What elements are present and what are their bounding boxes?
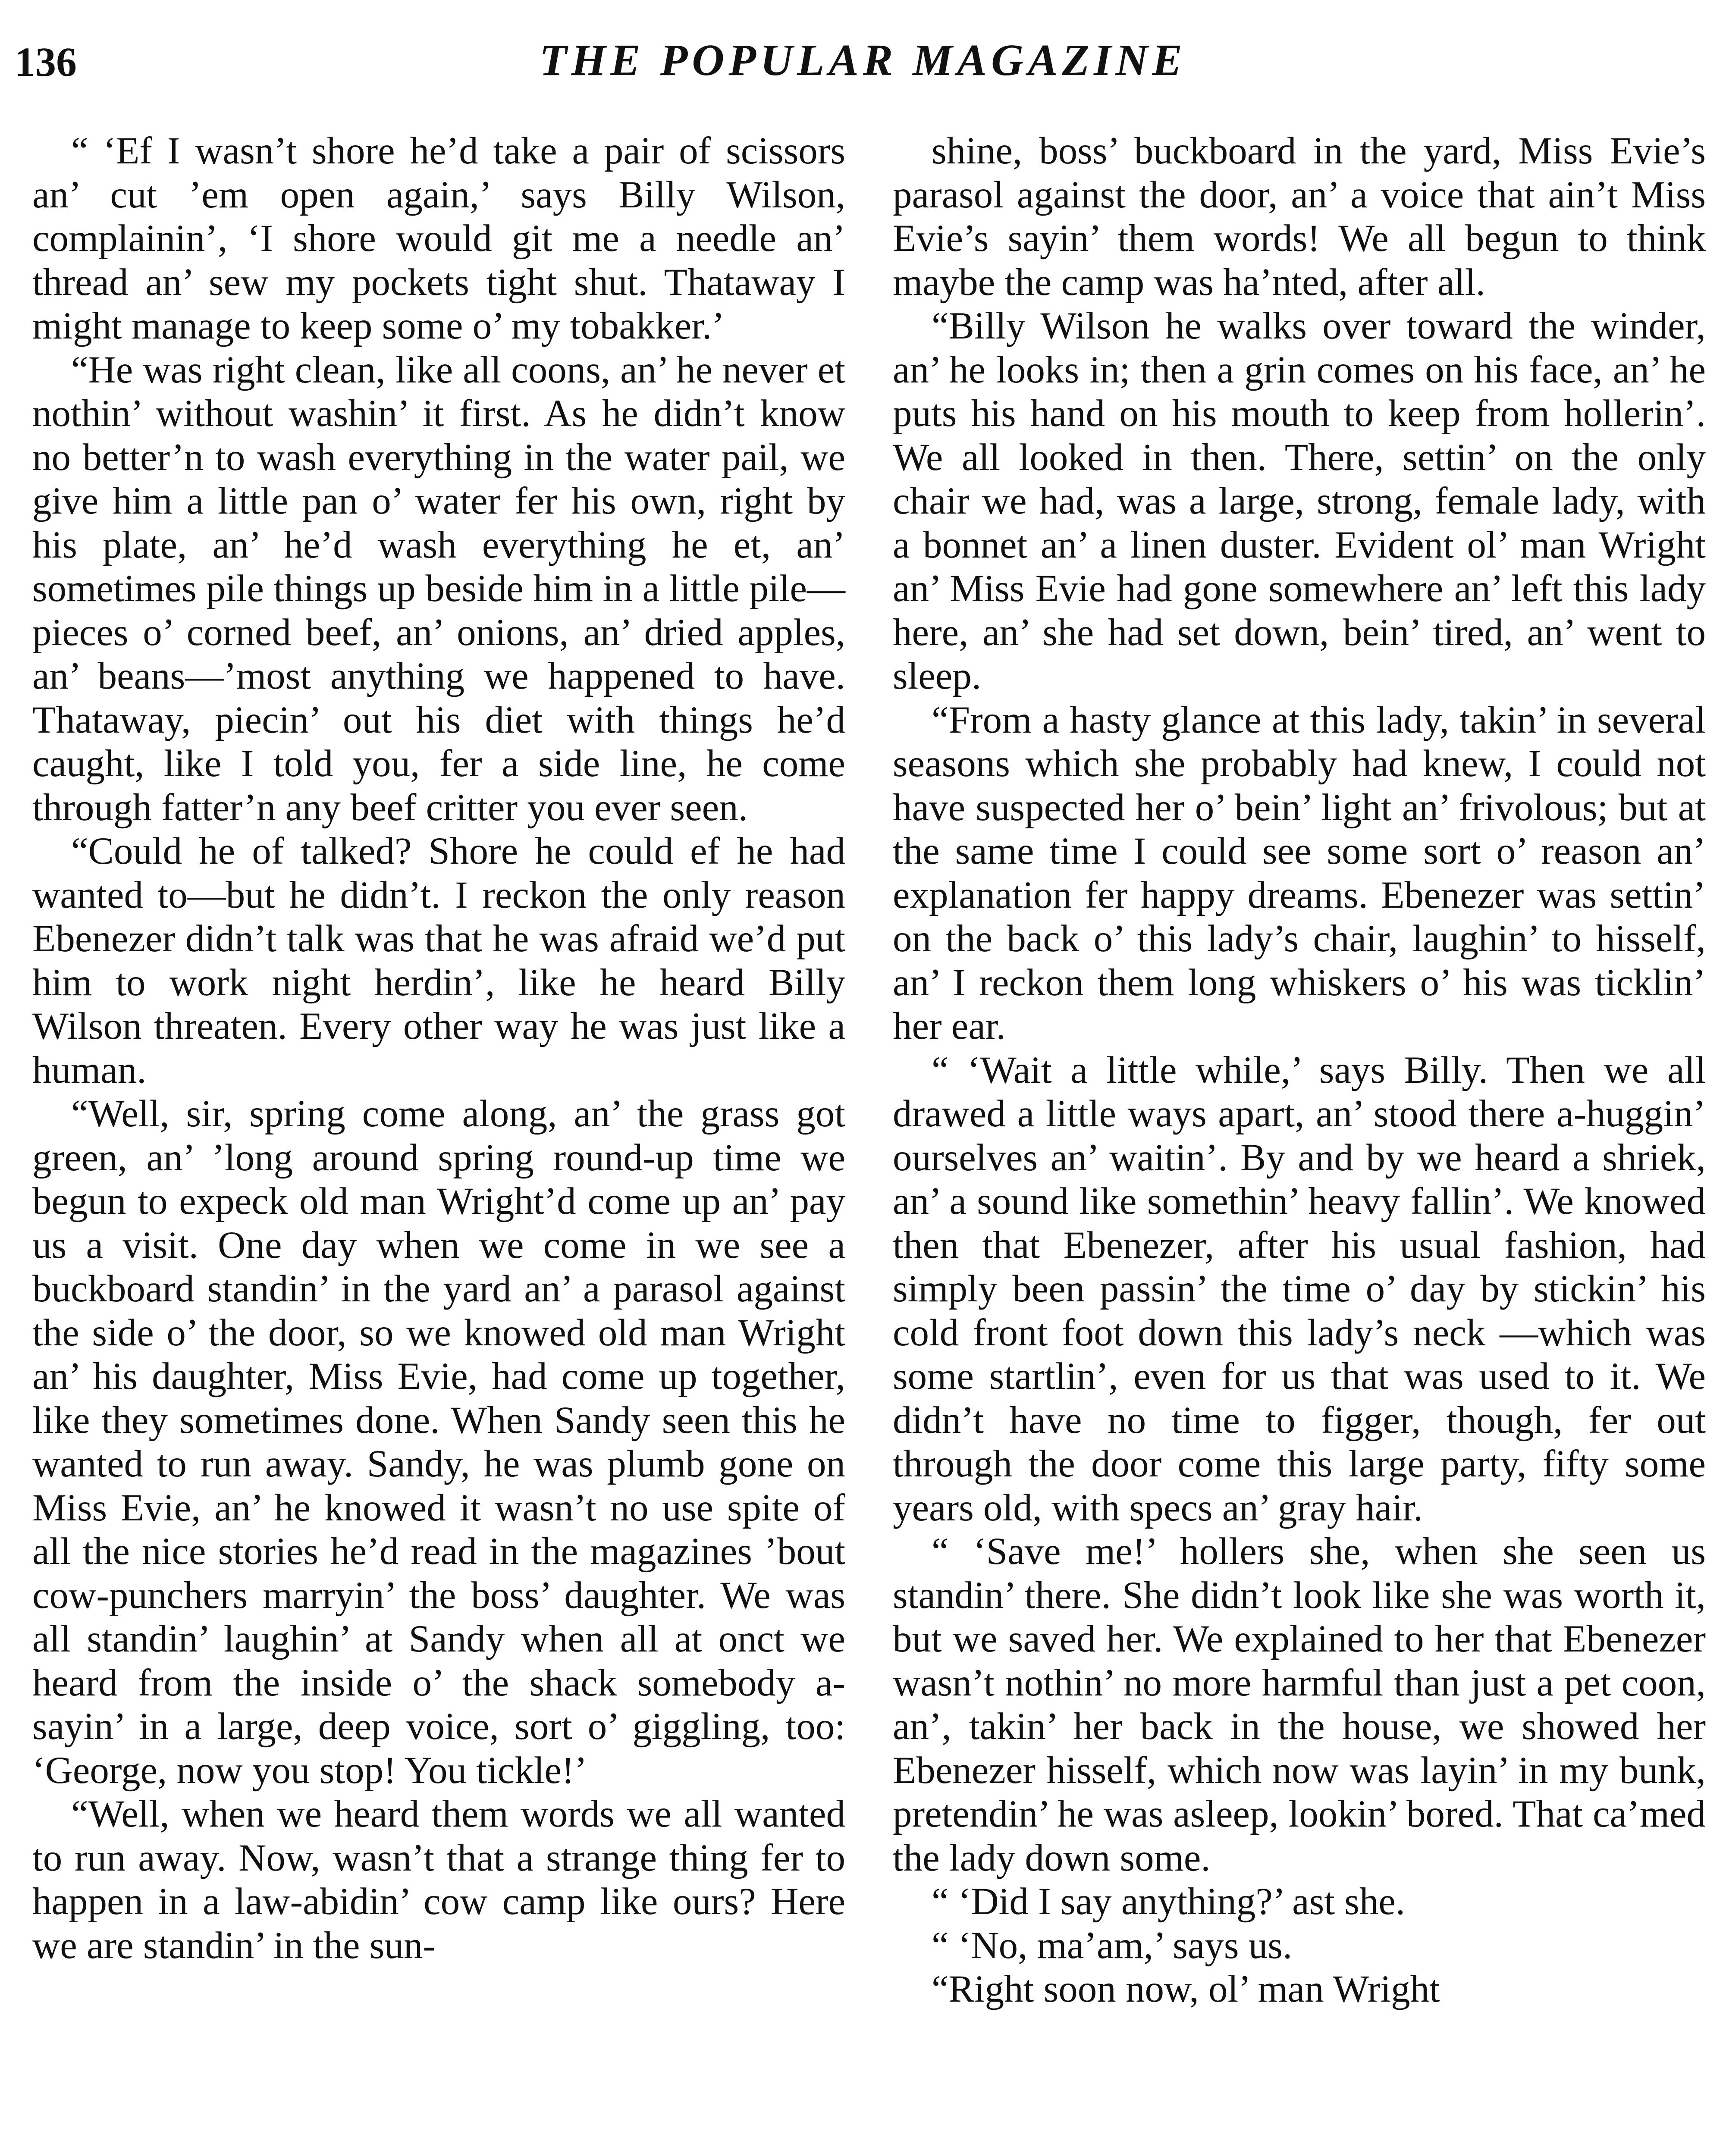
paragraph: shine, boss’ buckboard in the yard, Miss Evie’s parasol against the door, an’ a voice that ain’t Miss Evie’s sayin’ them words! We all begun to think maybe the camp was ha’nted, after all.: [893, 130, 1706, 304]
running-title: THE POPULAR MAGAZINE: [539, 35, 1187, 85]
right-column: [893, 129, 1706, 2012]
page-number: 136: [15, 39, 77, 85]
paragraph: “Right soon now, ol’ man Wright: [932, 1968, 1440, 2010]
paragraph: “ ‘Ef I wasn’t shore he’d take a pair of scissors an’ cut ’em open again,’ says Billy Wilson, complainin’, ‘I shore would git me a needle an’ thread an’ sew my pockets tight shut. Thataway I might manage to keep some o’ my tobakker.’: [32, 130, 845, 347]
paragraph: “ ‘Wait a little while,’ says Billy. Then we all drawed a little ways apart, an’ stood there a-huggin’ ourselves an’ waitin’. By and by we heard a shriek, an’ a sound like somethin’ heavy fallin’. We knowed then that Ebenezer, after his usual fashion, had simply been passin’ the time o’ day by stickin’ his cold front foot down this lady’s neck —which was some startlin’, even for us that was used to it. We didn’t have no time to figger, though, fer out through the door come this large party, fifty some years old, with specs an’ gray hair.: [893, 1049, 1706, 1529]
paragraph: “ ‘No, ma’am,’ says us.: [932, 1924, 1293, 1967]
paragraph: “ ‘Did I say anything?’ ast she.: [932, 1880, 1406, 1923]
left-column: [32, 129, 845, 1968]
paragraph: “Well, when we heard them words we all wanted to run away. Now, wasn’t that a strange thing fer to happen in a law-abidin’ cow camp like ours? Here we are standin’ in the sun-: [32, 1793, 845, 1967]
paragraph: “ ‘Save me!’ hollers she, when she seen us standin’ there. She didn’t look like she was worth it, but we saved her. We explained to her that Ebenezer wasn’t nothin’ no more harmful than just a pet coon, an’, takin’ her back in the house, we showed her Ebenezer hisself, which now was layin’ in my bunk, pretendin’ he was asleep, lookin’ bored. That ca’med the lady down some.: [893, 1530, 1706, 1879]
paragraph: “From a hasty glance at this lady, takin’ in several seasons which she probably had knew, I could not have suspected her o’ bein’ light an’ frivolous; but at the same time I could see some sort o’ reason an’ explanation fer happy dreams. Ebenezer was settin’ on the back o’ this lady’s chair, laughin’ to hisself, an’ I reckon them long whiskers o’ his was ticklin’ her ear.: [893, 699, 1706, 1047]
paragraph: “Well, sir, spring come along, an’ the grass got green, an’ ’long around spring round-up time we begun to expeck old man Wright’d come up an’ pay us a visit. One day when we come in we see a buckboard standin’ in the yard an’ a parasol against the side o’ the door, so we knowed old man Wright an’ his daughter, Miss Evie, had come up together, like they sometimes done. When Sandy seen this he wanted to run away. Sandy, he was plumb gone on Miss Evie, an’ he knowed it wasn’t no use spite of all the nice stories he’d read in the magazines ’bout cow-punchers marryin’ the boss’ daughter. We was all standin’ laughin’ at Sandy when all at onct we heard from the inside o’ the shack somebody a-sayin’ in a large, deep voice, sort o’ giggling, too: ‘George, now you stop! You tickle!’: [32, 1093, 845, 1792]
paragraph: “Billy Wilson he walks over toward the winder, an’ he looks in; then a grin comes on his face, an’ he puts his hand on his mouth to keep from hollerin’. We all looked in then. There, settin’ on the only chair we had, was a large, strong, female lady, with a bonnet an’ a linen duster. Evident ol’ man Wright an’ Miss Evie had gone somewhere an’ left this lady here, an’ she had set down, bein’ tired, an’ went to sleep.: [893, 305, 1706, 697]
paragraph: “Could he of talked? Shore he could ef he had wanted to—but he didn’t. I reckon the only reason Ebenezer didn’t talk was that he was afraid we’d put him to work night herdin’, like he heard Billy Wilson threaten. Every other way he was just like a human.: [32, 830, 845, 1091]
paragraph: “He was right clean, like all coons, an’ he never et nothin’ without washin’ it first. As he didn’t know no better’n to wash everything in the water pail, we give him a little pan o’ water fer his own, right by his plate, an’ he’d wash everything he et, an’ sometimes pile things up beside him in a little pile—pieces o’ corned beef, an’ onions, an’ dried apples, an’ beans—’most anything we happened to have. Thataway, piecin’ out his diet with things he’d caught, like I told you, fer a side line, he come through fatter’n any beef critter you ever seen.: [32, 348, 845, 829]
